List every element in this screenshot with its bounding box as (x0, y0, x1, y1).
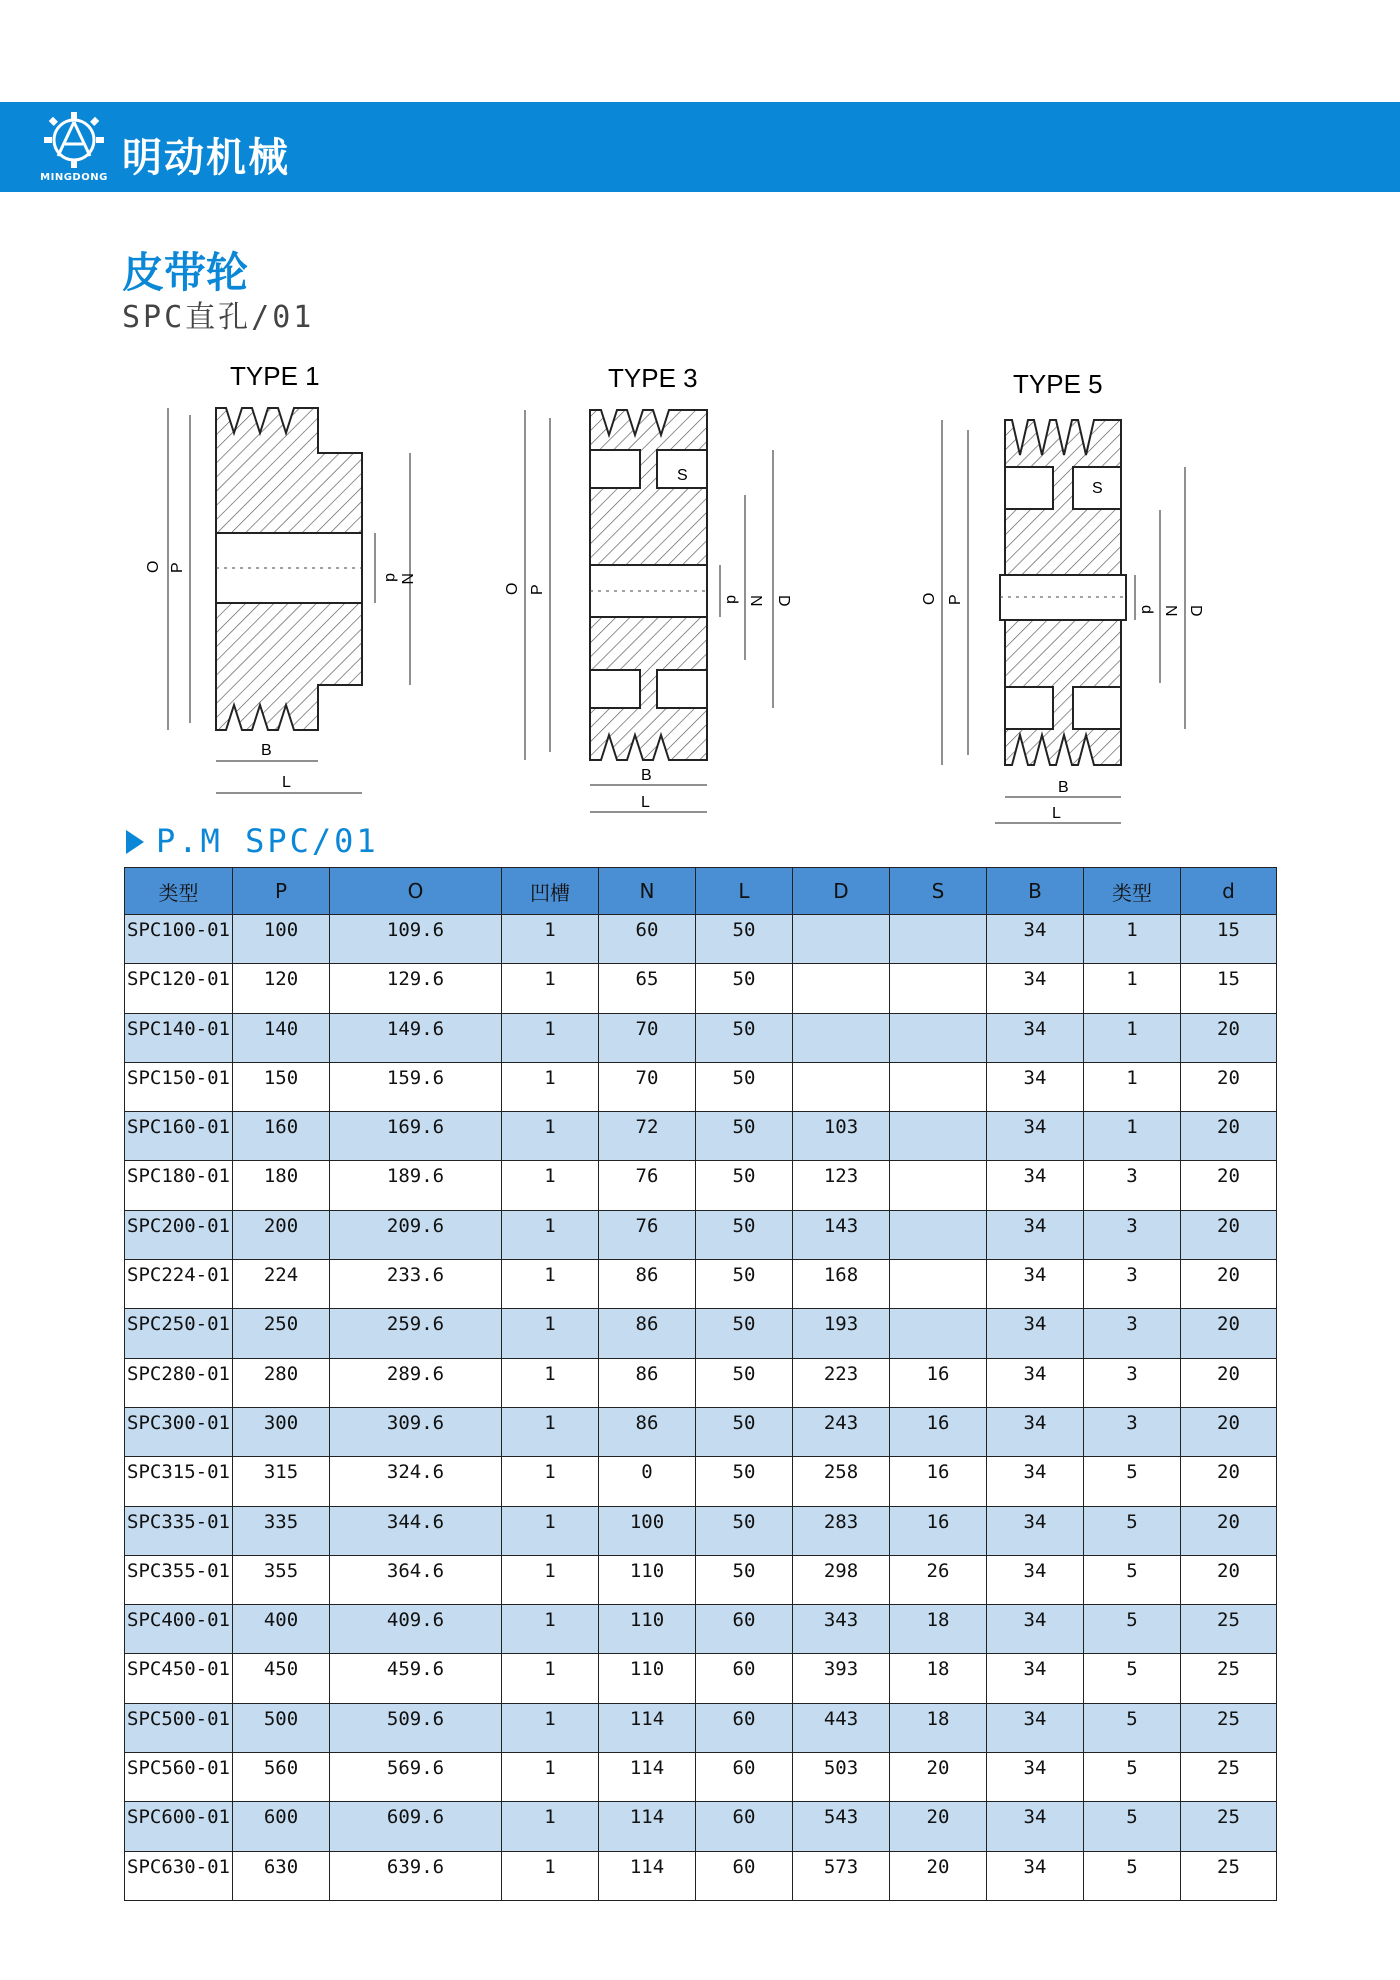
table-cell: 193 (793, 1309, 890, 1358)
table-cell: 25 (1181, 1605, 1277, 1654)
table-cell: 209.6 (330, 1210, 502, 1259)
table-cell: 5 (1084, 1703, 1181, 1752)
table-cell: 86 (599, 1358, 696, 1407)
table-cell: 5 (1084, 1605, 1181, 1654)
table-cell: 450 (233, 1654, 330, 1703)
table-cell: 573 (793, 1851, 890, 1900)
table-cell: 560 (233, 1753, 330, 1802)
table-cell: 443 (793, 1703, 890, 1752)
table-cell: 114 (599, 1753, 696, 1802)
type1-diagram (140, 355, 440, 805)
table-cell: 3 (1084, 1407, 1181, 1456)
table-cell: 223 (793, 1358, 890, 1407)
table-cell: 60 (696, 1703, 793, 1752)
table-cell (793, 915, 890, 964)
brand-name: 明动机械 (122, 135, 290, 181)
model-cell: SPC335-01 (125, 1506, 233, 1555)
type1-dim-d: d (382, 573, 399, 582)
table-cell: 169.6 (330, 1112, 502, 1161)
column-header: B (987, 868, 1084, 915)
type1-label: TYPE 1 (230, 361, 320, 391)
type5-diagram (920, 365, 1220, 830)
spec-table (124, 867, 1277, 1901)
type3-dim-p: P (529, 584, 546, 595)
table-cell: 1 (1084, 1062, 1181, 1111)
type3-dim-l: L (641, 794, 650, 811)
table-cell: 1 (1084, 1013, 1181, 1062)
table-row (125, 1703, 1277, 1752)
type1-dim-n: N (398, 573, 415, 585)
model-cell: SPC150-01 (125, 1062, 233, 1111)
table-cell: 3 (1084, 1309, 1181, 1358)
type1-dim-p: P (169, 562, 186, 573)
table-cell: 34 (987, 1753, 1084, 1802)
table-cell: 143 (793, 1210, 890, 1259)
table-cell: 123 (793, 1161, 890, 1210)
page-title: 皮带轮 (122, 248, 249, 297)
type5-dim-p: P (947, 594, 964, 605)
type5-dim-s: S (1092, 480, 1103, 497)
table-cell (793, 1062, 890, 1111)
table-cell: 335 (233, 1506, 330, 1555)
model-cell: SPC300-01 (125, 1407, 233, 1456)
table-cell: 168 (793, 1260, 890, 1309)
table-cell: 280 (233, 1358, 330, 1407)
type1-dim-l: L (282, 774, 291, 791)
column-header: O (330, 868, 502, 915)
table-cell: 86 (599, 1260, 696, 1309)
table-cell: 50 (696, 1457, 793, 1506)
table-cell: 16 (890, 1457, 987, 1506)
table-cell: 34 (987, 1605, 1084, 1654)
table-cell: 355 (233, 1555, 330, 1604)
table-cell: 34 (987, 1260, 1084, 1309)
table-cell: 76 (599, 1161, 696, 1210)
table-cell: 20 (890, 1851, 987, 1900)
table-cell: 34 (987, 1210, 1084, 1259)
table-cell: 20 (1181, 1161, 1277, 1210)
table-cell: 5 (1084, 1506, 1181, 1555)
model-cell: SPC600-01 (125, 1802, 233, 1851)
table-cell: 5 (1084, 1851, 1181, 1900)
table-cell: 50 (696, 1260, 793, 1309)
table-row (125, 1851, 1277, 1900)
table-cell: 200 (233, 1210, 330, 1259)
model-cell: SPC630-01 (125, 1851, 233, 1900)
table-row (125, 1605, 1277, 1654)
table-cell: 5 (1084, 1555, 1181, 1604)
table-cell: 20 (1181, 1260, 1277, 1309)
table-row (125, 1753, 1277, 1802)
table-cell: 50 (696, 1210, 793, 1259)
table-cell: 259.6 (330, 1309, 502, 1358)
table-cell: 34 (987, 1457, 1084, 1506)
table-cell: 34 (987, 1703, 1084, 1752)
type3-dim-n: N (747, 595, 764, 607)
table-cell: 300 (233, 1407, 330, 1456)
table-cell: 50 (696, 1358, 793, 1407)
table-cell: 1 (1084, 915, 1181, 964)
table-cell: 60 (696, 1605, 793, 1654)
table-row (125, 1457, 1277, 1506)
table-cell: 50 (696, 1407, 793, 1456)
table-cell: 100 (233, 915, 330, 964)
table-cell: 309.6 (330, 1407, 502, 1456)
model-cell: SPC200-01 (125, 1210, 233, 1259)
table-cell: 600 (233, 1802, 330, 1851)
table-row (125, 1210, 1277, 1259)
type5-dim-n: N (1162, 605, 1179, 617)
column-header: S (890, 868, 987, 915)
model-cell: SPC450-01 (125, 1654, 233, 1703)
type3-dim-o: O (505, 582, 521, 595)
table-cell: 20 (890, 1802, 987, 1851)
table-cell: 364.6 (330, 1555, 502, 1604)
table-cell: 120 (233, 964, 330, 1013)
type3-diagram (505, 360, 805, 820)
table-cell: 1 (502, 1062, 599, 1111)
table-cell: 50 (696, 1161, 793, 1210)
table-cell: 109.6 (330, 915, 502, 964)
table-cell: 34 (987, 1309, 1084, 1358)
table-cell: 34 (987, 1161, 1084, 1210)
table-cell: 5 (1084, 1654, 1181, 1703)
table-cell: 60 (599, 915, 696, 964)
table-header-row (125, 868, 1277, 915)
table-cell: 160 (233, 1112, 330, 1161)
table-cell: 543 (793, 1802, 890, 1851)
table-cell: 50 (696, 1309, 793, 1358)
table-cell: 1 (502, 1309, 599, 1358)
table-cell (890, 1309, 987, 1358)
table-cell: 70 (599, 1062, 696, 1111)
table-cell: 289.6 (330, 1358, 502, 1407)
table-cell: 315 (233, 1457, 330, 1506)
type3-dim-s: S (677, 467, 688, 484)
table-cell: 20 (1181, 1506, 1277, 1555)
column-header: d (1181, 868, 1277, 915)
column-header: L (696, 868, 793, 915)
table-cell (890, 915, 987, 964)
play-triangle-icon (126, 830, 144, 854)
table-row (125, 1013, 1277, 1062)
table-cell: 1 (502, 1802, 599, 1851)
table-cell: 1 (502, 915, 599, 964)
table-cell: 20 (1181, 1309, 1277, 1358)
table-cell (890, 1013, 987, 1062)
table-cell: 1 (502, 1555, 599, 1604)
table-cell: 18 (890, 1654, 987, 1703)
table-cell: 1 (502, 1260, 599, 1309)
table-cell: 20 (1181, 1112, 1277, 1161)
table-cell: 60 (696, 1802, 793, 1851)
table-cell (793, 1013, 890, 1062)
table-cell: 129.6 (330, 964, 502, 1013)
table-cell: 1 (502, 1457, 599, 1506)
table-cell: 20 (1181, 1555, 1277, 1604)
table-row (125, 1062, 1277, 1111)
table-cell: 20 (890, 1753, 987, 1802)
table-cell: 20 (1181, 1210, 1277, 1259)
table-cell: 5 (1084, 1802, 1181, 1851)
table-cell: 65 (599, 964, 696, 1013)
table-cell: 258 (793, 1457, 890, 1506)
table-cell: 26 (890, 1555, 987, 1604)
model-cell: SPC224-01 (125, 1260, 233, 1309)
type3-dim-b: B (641, 767, 652, 784)
table-row (125, 1654, 1277, 1703)
column-header: N (599, 868, 696, 915)
table-cell: 60 (696, 1851, 793, 1900)
table-cell: 233.6 (330, 1260, 502, 1309)
table-cell: 298 (793, 1555, 890, 1604)
type5-dim-big-d: D (1187, 605, 1204, 617)
table-cell: 25 (1181, 1703, 1277, 1752)
table-cell: 1 (502, 1654, 599, 1703)
table-row (125, 964, 1277, 1013)
table-row (125, 1407, 1277, 1456)
table-cell: 393 (793, 1654, 890, 1703)
table-cell: 25 (1181, 1753, 1277, 1802)
table-cell: 1 (1084, 964, 1181, 1013)
table-cell: 1 (502, 964, 599, 1013)
table-cell (793, 964, 890, 1013)
column-header: 凹槽 (502, 868, 599, 915)
table-cell: 1 (502, 1112, 599, 1161)
model-cell: SPC500-01 (125, 1703, 233, 1752)
table-cell: 25 (1181, 1851, 1277, 1900)
model-cell: SPC355-01 (125, 1555, 233, 1604)
table-cell: 50 (696, 915, 793, 964)
table-cell: 189.6 (330, 1161, 502, 1210)
table-cell: 149.6 (330, 1013, 502, 1062)
section-title: P.M SPC/01 (156, 822, 379, 860)
table-row (125, 915, 1277, 964)
table-cell: 114 (599, 1851, 696, 1900)
table-cell: 114 (599, 1802, 696, 1851)
table-cell: 103 (793, 1112, 890, 1161)
table-cell: 50 (696, 1062, 793, 1111)
table-cell: 34 (987, 1407, 1084, 1456)
table-cell: 250 (233, 1309, 330, 1358)
table-cell: 34 (987, 1506, 1084, 1555)
table-cell: 1 (502, 1506, 599, 1555)
table-cell: 283 (793, 1506, 890, 1555)
model-cell: SPC280-01 (125, 1358, 233, 1407)
section-heading (126, 822, 379, 860)
logo-caption: MINGDONG (40, 172, 108, 183)
type5-dim-o: O (921, 592, 938, 605)
type3-dim-big-d: D (775, 595, 792, 607)
table-row (125, 1506, 1277, 1555)
table-cell: 20 (1181, 1358, 1277, 1407)
table-row (125, 1112, 1277, 1161)
table-row (125, 1260, 1277, 1309)
table-row (125, 1555, 1277, 1604)
table-row (125, 1802, 1277, 1851)
table-cell: 15 (1181, 915, 1277, 964)
table-cell: 5 (1084, 1457, 1181, 1506)
table-cell: 72 (599, 1112, 696, 1161)
table-cell: 140 (233, 1013, 330, 1062)
table-cell: 459.6 (330, 1654, 502, 1703)
table-cell: 150 (233, 1062, 330, 1111)
table-cell: 34 (987, 964, 1084, 1013)
table-cell: 70 (599, 1013, 696, 1062)
table-cell: 1 (502, 1407, 599, 1456)
table-cell: 569.6 (330, 1753, 502, 1802)
table-cell: 25 (1181, 1802, 1277, 1851)
column-header: 类型 (1084, 868, 1181, 915)
type5-dim-l: L (1052, 805, 1061, 822)
table-cell: 18 (890, 1605, 987, 1654)
table-cell: 50 (696, 1013, 793, 1062)
table-cell: 630 (233, 1851, 330, 1900)
table-cell: 60 (696, 1654, 793, 1703)
table-cell: 1 (502, 1851, 599, 1900)
table-cell (890, 1161, 987, 1210)
table-cell: 1 (1084, 1112, 1181, 1161)
table-cell: 1 (502, 1605, 599, 1654)
table-cell: 50 (696, 964, 793, 1013)
model-cell: SPC400-01 (125, 1605, 233, 1654)
table-cell: 60 (696, 1753, 793, 1802)
model-cell: SPC100-01 (125, 915, 233, 964)
table-cell: 34 (987, 1851, 1084, 1900)
table-cell (890, 1062, 987, 1111)
type5-dim-d: d (1138, 605, 1155, 614)
table-cell (890, 1112, 987, 1161)
table-cell: 16 (890, 1407, 987, 1456)
model-cell: SPC560-01 (125, 1753, 233, 1802)
table-row (125, 1161, 1277, 1210)
table-cell: 16 (890, 1506, 987, 1555)
table-cell: 224 (233, 1260, 330, 1309)
table-cell: 1 (502, 1753, 599, 1802)
table-cell: 34 (987, 1062, 1084, 1111)
table-cell: 0 (599, 1457, 696, 1506)
table-cell: 324.6 (330, 1457, 502, 1506)
table-cell: 100 (599, 1506, 696, 1555)
type1-dim-b: B (261, 742, 272, 759)
type3-label: TYPE 3 (608, 363, 698, 393)
type5-label: TYPE 5 (1013, 369, 1103, 399)
table-cell: 1 (502, 1358, 599, 1407)
table-cell: 50 (696, 1555, 793, 1604)
type5-dim-b: B (1058, 779, 1069, 796)
table-cell: 114 (599, 1703, 696, 1752)
table-cell: 20 (1181, 1013, 1277, 1062)
table-cell: 25 (1181, 1654, 1277, 1703)
table-cell: 409.6 (330, 1605, 502, 1654)
model-cell: SPC180-01 (125, 1161, 233, 1210)
table-cell: 500 (233, 1703, 330, 1752)
table-row (125, 1309, 1277, 1358)
table-cell: 34 (987, 1802, 1084, 1851)
table-cell: 86 (599, 1407, 696, 1456)
table-cell (890, 1260, 987, 1309)
column-header: P (233, 868, 330, 915)
table-cell: 18 (890, 1703, 987, 1752)
table-cell (890, 1210, 987, 1259)
table-cell: 86 (599, 1309, 696, 1358)
table-cell: 159.6 (330, 1062, 502, 1111)
column-header: 类型 (125, 868, 233, 915)
table-cell: 1 (502, 1210, 599, 1259)
table-cell: 5 (1084, 1753, 1181, 1802)
table-cell: 509.6 (330, 1703, 502, 1752)
table-cell: 3 (1084, 1358, 1181, 1407)
table-cell: 20 (1181, 1407, 1277, 1456)
table-cell: 110 (599, 1605, 696, 1654)
table-cell: 180 (233, 1161, 330, 1210)
table-cell: 609.6 (330, 1802, 502, 1851)
table-cell: 34 (987, 1555, 1084, 1604)
table-cell: 110 (599, 1654, 696, 1703)
model-cell: SPC160-01 (125, 1112, 233, 1161)
table-cell: 76 (599, 1210, 696, 1259)
table-cell: 503 (793, 1753, 890, 1802)
table-cell: 3 (1084, 1161, 1181, 1210)
table-cell: 15 (1181, 964, 1277, 1013)
table-cell: 20 (1181, 1457, 1277, 1506)
page-subtitle: SPC直孔/01 (122, 300, 315, 335)
model-cell: SPC250-01 (125, 1309, 233, 1358)
table-cell: 400 (233, 1605, 330, 1654)
model-cell: SPC140-01 (125, 1013, 233, 1062)
table-cell: 343 (793, 1605, 890, 1654)
table-cell: 3 (1084, 1260, 1181, 1309)
table-cell: 50 (696, 1506, 793, 1555)
table-cell: 34 (987, 1013, 1084, 1062)
table-cell: 3 (1084, 1210, 1181, 1259)
table-cell: 34 (987, 1112, 1084, 1161)
table-cell: 639.6 (330, 1851, 502, 1900)
table-cell: 1 (502, 1161, 599, 1210)
table-cell: 50 (696, 1112, 793, 1161)
table-cell: 110 (599, 1555, 696, 1604)
model-cell: SPC315-01 (125, 1457, 233, 1506)
table-row (125, 1358, 1277, 1407)
table-body (125, 915, 1277, 1901)
table-cell: 20 (1181, 1062, 1277, 1111)
table-cell: 243 (793, 1407, 890, 1456)
table-cell: 34 (987, 1358, 1084, 1407)
table-cell: 34 (987, 1654, 1084, 1703)
table-cell: 1 (502, 1703, 599, 1752)
table-cell (890, 964, 987, 1013)
table-cell: 344.6 (330, 1506, 502, 1555)
type3-dim-d: d (723, 595, 740, 604)
type1-dim-o: O (145, 560, 162, 573)
column-header: D (793, 868, 890, 915)
table-cell: 34 (987, 915, 1084, 964)
model-cell: SPC120-01 (125, 964, 233, 1013)
table-cell: 1 (502, 1013, 599, 1062)
table-cell: 16 (890, 1358, 987, 1407)
